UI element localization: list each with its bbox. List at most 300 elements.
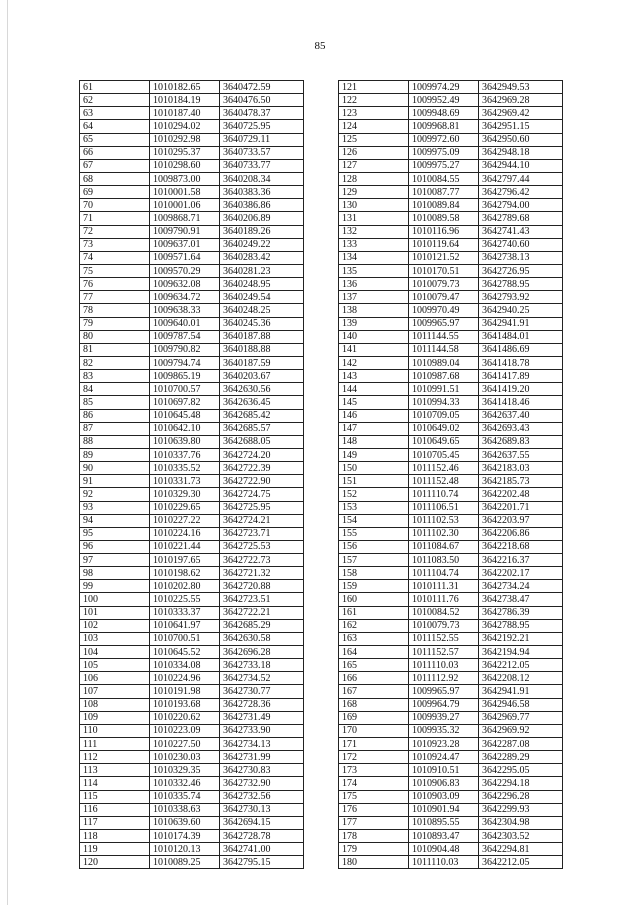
table-row [80, 593, 304, 606]
point-number-cell: 148 [339, 435, 409, 448]
y-coordinate-cell: 3642721.32 [220, 567, 304, 580]
coordinate-table-left [79, 80, 304, 869]
y-coordinate-cell: 3642730.77 [220, 685, 304, 698]
x-coordinate-cell: 1010904.48 [409, 843, 479, 856]
table-row [339, 724, 563, 737]
point-number-cell: 126 [339, 146, 409, 159]
point-number-cell: 72 [80, 225, 150, 238]
point-number-cell: 64 [80, 120, 150, 133]
table-row [339, 264, 563, 277]
x-coordinate-cell: 1010116.96 [409, 225, 479, 238]
y-coordinate-cell: 3642796.42 [479, 186, 563, 199]
point-number-cell: 66 [80, 146, 150, 159]
table-row [339, 475, 563, 488]
table-row [339, 81, 563, 94]
table-row [339, 514, 563, 527]
y-coordinate-cell: 3642731.49 [220, 711, 304, 724]
y-coordinate-cell: 3640248.95 [220, 278, 304, 291]
x-coordinate-cell: 1010220.62 [150, 711, 220, 724]
x-coordinate-cell: 1009972.60 [409, 133, 479, 146]
y-coordinate-cell: 3641418.46 [479, 396, 563, 409]
x-coordinate-cell: 1010331.73 [150, 475, 220, 488]
point-number-cell: 76 [80, 278, 150, 291]
y-coordinate-cell: 3642793.92 [479, 291, 563, 304]
x-coordinate-cell: 1010197.65 [150, 554, 220, 567]
point-number-cell: 173 [339, 764, 409, 777]
point-number-cell: 62 [80, 94, 150, 107]
point-number-cell: 70 [80, 199, 150, 212]
x-coordinate-cell: 1010893.47 [409, 830, 479, 843]
x-coordinate-cell: 1010089.25 [150, 856, 220, 869]
y-coordinate-cell: 3642304.98 [479, 816, 563, 829]
table-row [339, 422, 563, 435]
y-coordinate-cell: 3642192.21 [479, 632, 563, 645]
point-number-cell: 170 [339, 724, 409, 737]
x-coordinate-cell: 1010230.03 [150, 751, 220, 764]
x-coordinate-cell: 1009787.54 [150, 330, 220, 343]
y-coordinate-cell: 3642203.97 [479, 514, 563, 527]
y-coordinate-cell: 3642185.73 [479, 475, 563, 488]
table-row [339, 212, 563, 225]
point-number-cell: 151 [339, 475, 409, 488]
point-number-cell: 106 [80, 672, 150, 685]
x-coordinate-cell: 1011084.67 [409, 540, 479, 553]
table-row [339, 711, 563, 724]
x-coordinate-cell: 1011110.74 [409, 488, 479, 501]
table-row [80, 422, 304, 435]
x-coordinate-cell: 1010642.10 [150, 422, 220, 435]
point-number-cell: 130 [339, 199, 409, 212]
x-coordinate-cell: 1010700.51 [150, 632, 220, 645]
y-coordinate-cell: 3642734.13 [220, 738, 304, 751]
x-coordinate-cell: 1010087.77 [409, 186, 479, 199]
point-number-cell: 141 [339, 343, 409, 356]
page-number: 85 [314, 40, 326, 52]
y-coordinate-cell: 3642734.24 [479, 580, 563, 593]
y-coordinate-cell: 3642795.15 [220, 856, 304, 869]
x-coordinate-cell: 1009968.81 [409, 120, 479, 133]
point-number-cell: 155 [339, 527, 409, 540]
table-row [339, 94, 563, 107]
point-number-cell: 145 [339, 396, 409, 409]
table-row [80, 527, 304, 540]
y-coordinate-cell: 3642696.28 [220, 646, 304, 659]
point-number-cell: 180 [339, 856, 409, 869]
x-coordinate-cell: 1010229.65 [150, 501, 220, 514]
y-coordinate-cell: 3642194.94 [479, 646, 563, 659]
point-number-cell: 115 [80, 790, 150, 803]
x-coordinate-cell: 1010697.82 [150, 396, 220, 409]
x-coordinate-cell: 1010991.51 [409, 383, 479, 396]
y-coordinate-cell: 3642212.05 [479, 856, 563, 869]
point-number-cell: 97 [80, 554, 150, 567]
y-coordinate-cell: 3641417.89 [479, 370, 563, 383]
point-number-cell: 101 [80, 606, 150, 619]
point-number-cell: 163 [339, 632, 409, 645]
x-coordinate-cell: 1010923.28 [409, 738, 479, 751]
table-row [80, 225, 304, 238]
y-coordinate-cell: 3640476.50 [220, 94, 304, 107]
x-coordinate-cell: 1010202.80 [150, 580, 220, 593]
point-number-cell: 177 [339, 816, 409, 829]
x-coordinate-cell: 1009964.79 [409, 698, 479, 711]
x-coordinate-cell: 1010182.65 [150, 81, 220, 94]
y-coordinate-cell: 3640189.26 [220, 225, 304, 238]
y-coordinate-cell: 3641486.69 [479, 343, 563, 356]
table-row [339, 830, 563, 843]
x-coordinate-cell: 1011104.74 [409, 567, 479, 580]
x-coordinate-cell: 1010334.08 [150, 659, 220, 672]
table-row [339, 593, 563, 606]
point-number-cell: 124 [339, 120, 409, 133]
x-coordinate-cell: 1010335.52 [150, 462, 220, 475]
y-coordinate-cell: 3642724.20 [220, 448, 304, 461]
table-row [80, 554, 304, 567]
table-row [80, 856, 304, 869]
y-coordinate-cell: 3642788.95 [479, 278, 563, 291]
table-row [339, 448, 563, 461]
table-row [80, 830, 304, 843]
point-number-cell: 159 [339, 580, 409, 593]
x-coordinate-cell: 1011102.53 [409, 514, 479, 527]
table-row [80, 751, 304, 764]
x-coordinate-cell: 1010329.35 [150, 764, 220, 777]
point-number-cell: 111 [80, 738, 150, 751]
y-coordinate-cell: 3642630.58 [220, 632, 304, 645]
y-coordinate-cell: 3642724.21 [220, 514, 304, 527]
table-row [80, 606, 304, 619]
y-coordinate-cell: 3642733.90 [220, 724, 304, 737]
y-coordinate-cell: 3642788.95 [479, 619, 563, 632]
point-number-cell: 135 [339, 264, 409, 277]
x-coordinate-cell: 1010989.04 [409, 356, 479, 369]
table-row [339, 777, 563, 790]
y-coordinate-cell: 3642725.53 [220, 540, 304, 553]
y-coordinate-cell: 3640203.67 [220, 370, 304, 383]
table-row [80, 724, 304, 737]
y-coordinate-cell: 3642216.37 [479, 554, 563, 567]
y-coordinate-cell: 3642294.18 [479, 777, 563, 790]
x-coordinate-cell: 1010709.05 [409, 409, 479, 422]
table-row [339, 803, 563, 816]
x-coordinate-cell: 1009975.27 [409, 159, 479, 172]
point-number-cell: 134 [339, 251, 409, 264]
table-row [80, 843, 304, 856]
x-coordinate-cell: 1009952.49 [409, 94, 479, 107]
x-coordinate-cell: 1010084.52 [409, 606, 479, 619]
table-row [339, 843, 563, 856]
x-coordinate-cell: 1009790.91 [150, 225, 220, 238]
y-coordinate-cell: 3642694.15 [220, 816, 304, 829]
x-coordinate-cell: 1010079.47 [409, 291, 479, 304]
y-coordinate-cell: 3642940.25 [479, 304, 563, 317]
x-coordinate-cell: 1010294.02 [150, 120, 220, 133]
table-row [339, 159, 563, 172]
point-number-cell: 85 [80, 396, 150, 409]
table-row [80, 238, 304, 251]
point-number-cell: 158 [339, 567, 409, 580]
x-coordinate-cell: 1011152.46 [409, 462, 479, 475]
table-row [339, 580, 563, 593]
table-row [80, 94, 304, 107]
table-row [339, 133, 563, 146]
y-coordinate-cell: 3642733.18 [220, 659, 304, 672]
point-number-cell: 133 [339, 238, 409, 251]
table-row [80, 632, 304, 645]
point-number-cell: 88 [80, 435, 150, 448]
x-coordinate-cell: 1011112.92 [409, 672, 479, 685]
y-coordinate-cell: 3642726.95 [479, 264, 563, 277]
table-row [80, 343, 304, 356]
table-row [80, 777, 304, 790]
y-coordinate-cell: 3642723.71 [220, 527, 304, 540]
table-row [339, 238, 563, 251]
x-coordinate-cell: 1010924.47 [409, 751, 479, 764]
x-coordinate-cell: 1010224.96 [150, 672, 220, 685]
point-number-cell: 160 [339, 593, 409, 606]
x-coordinate-cell: 1009632.08 [150, 278, 220, 291]
point-number-cell: 104 [80, 646, 150, 659]
point-number-cell: 96 [80, 540, 150, 553]
table-row [80, 567, 304, 580]
y-coordinate-cell: 3642688.05 [220, 435, 304, 448]
table-row [80, 816, 304, 829]
x-coordinate-cell: 1010333.37 [150, 606, 220, 619]
x-coordinate-cell: 1010227.50 [150, 738, 220, 751]
table-row [339, 554, 563, 567]
table-row [80, 803, 304, 816]
x-coordinate-cell: 1011144.58 [409, 343, 479, 356]
x-coordinate-cell: 1010191.98 [150, 685, 220, 698]
table-row [339, 186, 563, 199]
point-number-cell: 172 [339, 751, 409, 764]
point-number-cell: 129 [339, 186, 409, 199]
point-number-cell: 80 [80, 330, 150, 343]
y-coordinate-cell: 3642949.53 [479, 81, 563, 94]
y-coordinate-cell: 3642948.18 [479, 146, 563, 159]
x-coordinate-cell: 1010174.39 [150, 830, 220, 843]
table-row [80, 672, 304, 685]
y-coordinate-cell: 3642202.17 [479, 567, 563, 580]
table-row [339, 356, 563, 369]
point-number-cell: 168 [339, 698, 409, 711]
x-coordinate-cell: 1010994.33 [409, 396, 479, 409]
x-coordinate-cell: 1011102.30 [409, 527, 479, 540]
x-coordinate-cell: 1010121.52 [409, 251, 479, 264]
table-row [339, 527, 563, 540]
x-coordinate-cell: 1010119.64 [409, 238, 479, 251]
point-number-cell: 143 [339, 370, 409, 383]
x-coordinate-cell: 1010298.60 [150, 159, 220, 172]
x-coordinate-cell: 1010120.13 [150, 843, 220, 856]
table-row [80, 264, 304, 277]
point-number-cell: 161 [339, 606, 409, 619]
point-number-cell: 63 [80, 107, 150, 120]
table-row [80, 81, 304, 94]
table-row [80, 462, 304, 475]
y-coordinate-cell: 3642794.00 [479, 199, 563, 212]
point-number-cell: 137 [339, 291, 409, 304]
table-row [80, 172, 304, 185]
table-row [80, 251, 304, 264]
table-row [80, 370, 304, 383]
y-coordinate-cell: 3642637.40 [479, 409, 563, 422]
x-coordinate-cell: 1010184.19 [150, 94, 220, 107]
y-coordinate-cell: 3642722.39 [220, 462, 304, 475]
x-coordinate-cell: 1010079.73 [409, 619, 479, 632]
table-row [339, 343, 563, 356]
table-row [339, 396, 563, 409]
y-coordinate-cell: 3640478.37 [220, 107, 304, 120]
point-number-cell: 74 [80, 251, 150, 264]
point-number-cell: 81 [80, 343, 150, 356]
x-coordinate-cell: 1010649.02 [409, 422, 479, 435]
x-coordinate-cell: 1010089.58 [409, 212, 479, 225]
y-coordinate-cell: 3642201.71 [479, 501, 563, 514]
point-number-cell: 146 [339, 409, 409, 422]
point-number-cell: 144 [339, 383, 409, 396]
table-row [80, 159, 304, 172]
point-number-cell: 86 [80, 409, 150, 422]
point-number-cell: 117 [80, 816, 150, 829]
table-row [80, 186, 304, 199]
y-coordinate-cell: 3642299.93 [479, 803, 563, 816]
point-number-cell: 140 [339, 330, 409, 343]
y-coordinate-cell: 3642951.15 [479, 120, 563, 133]
table-row [80, 107, 304, 120]
x-coordinate-cell: 1010223.09 [150, 724, 220, 737]
point-number-cell: 90 [80, 462, 150, 475]
table-row [80, 448, 304, 461]
point-number-cell: 149 [339, 448, 409, 461]
table-row [339, 107, 563, 120]
x-coordinate-cell: 1009638.33 [150, 304, 220, 317]
table-row [80, 435, 304, 448]
x-coordinate-cell: 1010292.98 [150, 133, 220, 146]
x-coordinate-cell: 1011106.51 [409, 501, 479, 514]
table-row [339, 646, 563, 659]
point-number-cell: 139 [339, 317, 409, 330]
table-row [80, 764, 304, 777]
table-row [339, 659, 563, 672]
table-row [339, 672, 563, 685]
table-row [339, 790, 563, 803]
x-coordinate-cell: 1010079.73 [409, 278, 479, 291]
point-number-cell: 77 [80, 291, 150, 304]
point-number-cell: 167 [339, 685, 409, 698]
point-number-cell: 150 [339, 462, 409, 475]
x-coordinate-cell: 1010639.80 [150, 435, 220, 448]
table-row [80, 291, 304, 304]
y-coordinate-cell: 3642212.05 [479, 659, 563, 672]
y-coordinate-cell: 3640283.42 [220, 251, 304, 264]
x-coordinate-cell: 1010649.65 [409, 435, 479, 448]
table-row [80, 120, 304, 133]
point-number-cell: 113 [80, 764, 150, 777]
y-coordinate-cell: 3642183.03 [479, 462, 563, 475]
table-row [80, 540, 304, 553]
y-coordinate-cell: 3642728.36 [220, 698, 304, 711]
table-row [339, 501, 563, 514]
table-row [339, 291, 563, 304]
x-coordinate-cell: 1011110.03 [409, 856, 479, 869]
table-row [339, 383, 563, 396]
table-row [80, 278, 304, 291]
table-row [80, 685, 304, 698]
x-coordinate-cell: 1009637.01 [150, 238, 220, 251]
x-coordinate-cell: 1010001.58 [150, 186, 220, 199]
x-coordinate-cell: 1009939.27 [409, 711, 479, 724]
table-row [80, 698, 304, 711]
point-number-cell: 116 [80, 803, 150, 816]
table-row [80, 488, 304, 501]
table-row [339, 409, 563, 422]
y-coordinate-cell: 3642969.92 [479, 724, 563, 737]
table-row [339, 764, 563, 777]
y-coordinate-cell: 3640383.36 [220, 186, 304, 199]
point-number-cell: 61 [80, 81, 150, 94]
y-coordinate-cell: 3642689.83 [479, 435, 563, 448]
x-coordinate-cell: 1010295.37 [150, 146, 220, 159]
y-coordinate-cell: 3642741.00 [220, 843, 304, 856]
x-coordinate-cell: 1010906.83 [409, 777, 479, 790]
table-row [80, 514, 304, 527]
y-coordinate-cell: 3642295.05 [479, 764, 563, 777]
point-number-cell: 171 [339, 738, 409, 751]
y-coordinate-cell: 3642296.28 [479, 790, 563, 803]
table-row [339, 816, 563, 829]
table-row [339, 120, 563, 133]
y-coordinate-cell: 3641419.20 [479, 383, 563, 396]
point-number-cell: 132 [339, 225, 409, 238]
table-row [80, 304, 304, 317]
table-row [339, 632, 563, 645]
x-coordinate-cell: 1010903.09 [409, 790, 479, 803]
y-coordinate-cell: 3642786.39 [479, 606, 563, 619]
y-coordinate-cell: 3642946.58 [479, 698, 563, 711]
x-coordinate-cell: 1009970.49 [409, 304, 479, 317]
y-coordinate-cell: 3642797.44 [479, 172, 563, 185]
table-row [80, 646, 304, 659]
y-coordinate-cell: 3642728.78 [220, 830, 304, 843]
y-coordinate-cell: 3642294.81 [479, 843, 563, 856]
table-row [339, 278, 563, 291]
point-number-cell: 121 [339, 81, 409, 94]
table-row [339, 856, 563, 869]
table-row [339, 488, 563, 501]
point-number-cell: 79 [80, 317, 150, 330]
x-coordinate-cell: 1010089.84 [409, 199, 479, 212]
y-coordinate-cell: 3640249.22 [220, 238, 304, 251]
point-number-cell: 94 [80, 514, 150, 527]
x-coordinate-cell: 1011152.48 [409, 475, 479, 488]
x-coordinate-cell: 1009873.00 [150, 172, 220, 185]
x-coordinate-cell: 1010187.40 [150, 107, 220, 120]
x-coordinate-cell: 1009975.09 [409, 146, 479, 159]
table-row [339, 462, 563, 475]
point-number-cell: 71 [80, 212, 150, 225]
x-coordinate-cell: 1009965.97 [409, 685, 479, 698]
point-number-cell: 118 [80, 830, 150, 843]
table-row [80, 199, 304, 212]
y-coordinate-cell: 3642685.57 [220, 422, 304, 435]
y-coordinate-cell: 3642720.88 [220, 580, 304, 593]
table-row [339, 225, 563, 238]
point-number-cell: 169 [339, 711, 409, 724]
point-number-cell: 69 [80, 186, 150, 199]
point-number-cell: 108 [80, 698, 150, 711]
table-row [339, 567, 563, 580]
